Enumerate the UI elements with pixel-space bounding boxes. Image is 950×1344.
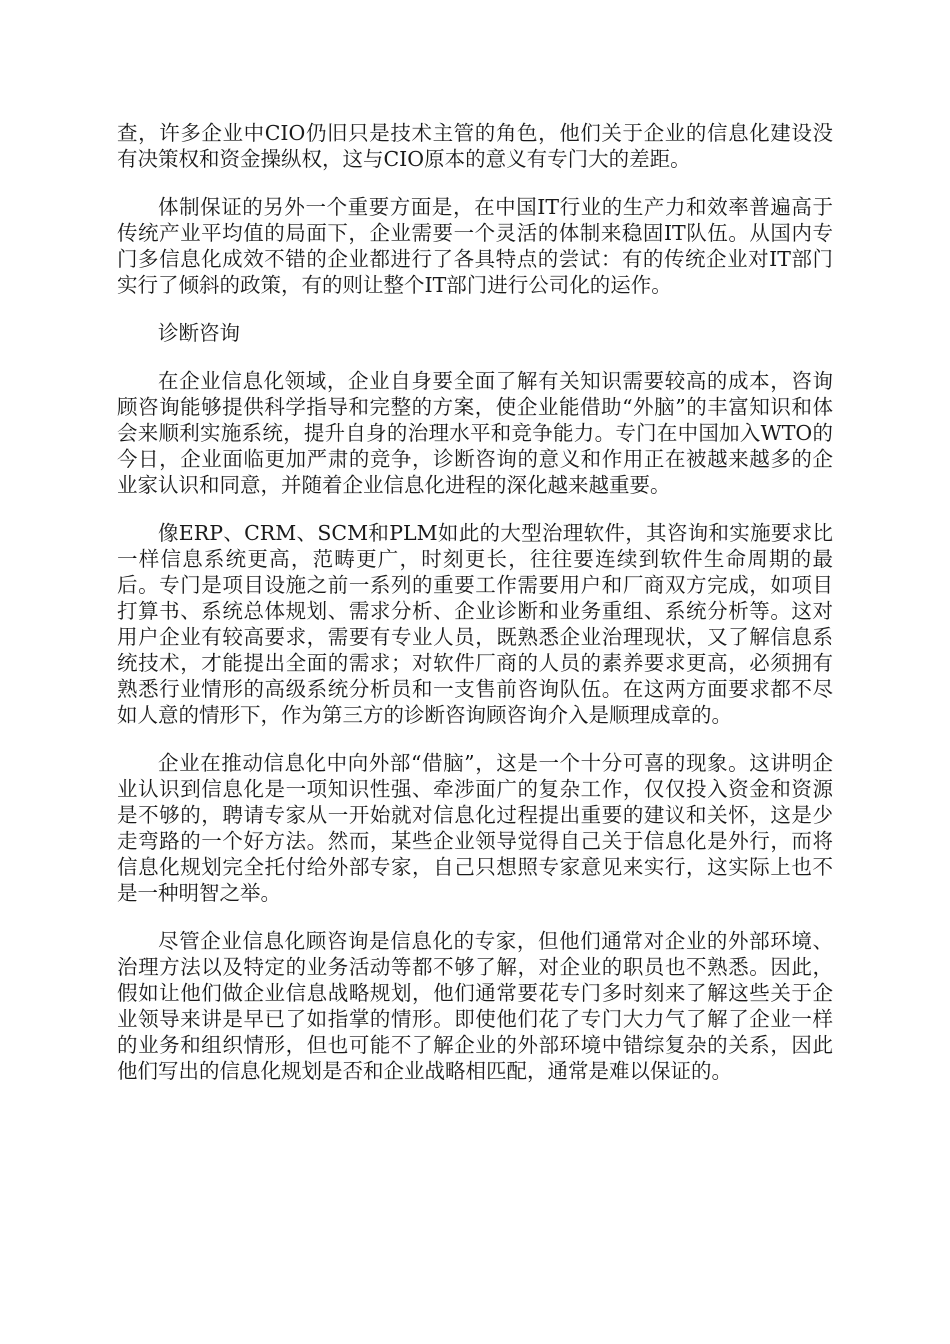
paragraph-system-guarantee: 体制保证的另外一个重要方面是，在中国IT行业的生产力和效率普遍高于传统产业平均值的局面下，企业需要一个灵活的体制来稳固IT队伍。从国内专门多信息化成效不错的企业都进行了各具特点的尝试：有的传统企业对IT部门实行了倾斜的政策，有的则让整个IT部门进行公司化的运作。 [117, 195, 833, 297]
paragraph-erp-crm-consulting: 像ERP、CRM、SCM和PLM如此的大型治理软件，其咨询和实施要求比一样信息系统更高，范畴更广，时刻更长，往往要连续到软件生命周期的最后。专门是项目设施之前一系列的重要工作需要用户和厂商双方完成，如项目打算书、系统总体规划、需求分析、企业诊断和业务重组、系统分析等。这对用户企业有较高要求，需要有专业人员，既熟悉企业治理现状，又了解信息系统技术，才能提出全面的需求；对软件厂商的人员的素养要求更高，必须拥有熟悉行业情形的高级系统分析员和一支售前咨询队伍。在这两方面要求都不尽如人意的情形下，作为第三方的诊断咨询顾咨询介入是顺理成章的。 [117, 521, 833, 727]
paragraph-external-brain: 企业在推动信息化中向外部“借脑”，这是一个十分可喜的现象。这讲明企业认识到信息化是一项知识性强、牵涉面广的复杂工作，仅仅投入资金和资源是不够的，聘请专家从一开始就对信息化过程提出重要的建议和关怀，这是少走弯路的一个好方法。然而，某些企业领导觉得自己关于信息化是外行，而将信息化规划完全托付给外部专家，自己只想照专家意见来实行，这实际上也不是一种明智之举。 [117, 751, 833, 905]
paragraph-consultant-limitations: 尽管企业信息化顾咨询是信息化的专家，但他们通常对企业的外部环境、治理方法以及特定的业务活动等都不够了解，对企业的职员也不熟悉。因此，假如让他们做企业信息战略规划，他们通常要花专门多时刻来了解这些关于企业领导来讲是早已了如指掌的情形。即使他们花了专门大力气了解了企业一样的业务和组织情形，但也可能不了解企业的外部环境中错综复杂的关系，因此他们写出的信息化规划是否和企业战略相匹配，通常是难以保证的。 [117, 929, 833, 1083]
paragraph-consulting-intro: 在企业信息化领域，企业自身要全面了解有关知识需要较高的成本，咨询顾咨询能够提供科学指导和完整的方案，使企业能借助“外脑”的丰富知识和体会来顺利实施系统，提升自身的治理水平和竞争能力。专门在中国加入WTO的今日，企业面临更加严肃的竞争，诊断咨询的意义和作用正在被越来越多的企业家认识和同意，并随着企业信息化进程的深化越来越重要。 [117, 369, 833, 497]
document-page [117, 120, 833, 1106]
section-heading-diagnosis-consulting: 诊断咨询 [158, 321, 240, 345]
paragraph-cio-continuation: 查，许多企业中CIO仍旧只是技术主管的角色，他们关于企业的信息化建设没有决策权和资金操纵权，这与CIO原本的意义有专门大的差距。 [117, 121, 833, 171]
